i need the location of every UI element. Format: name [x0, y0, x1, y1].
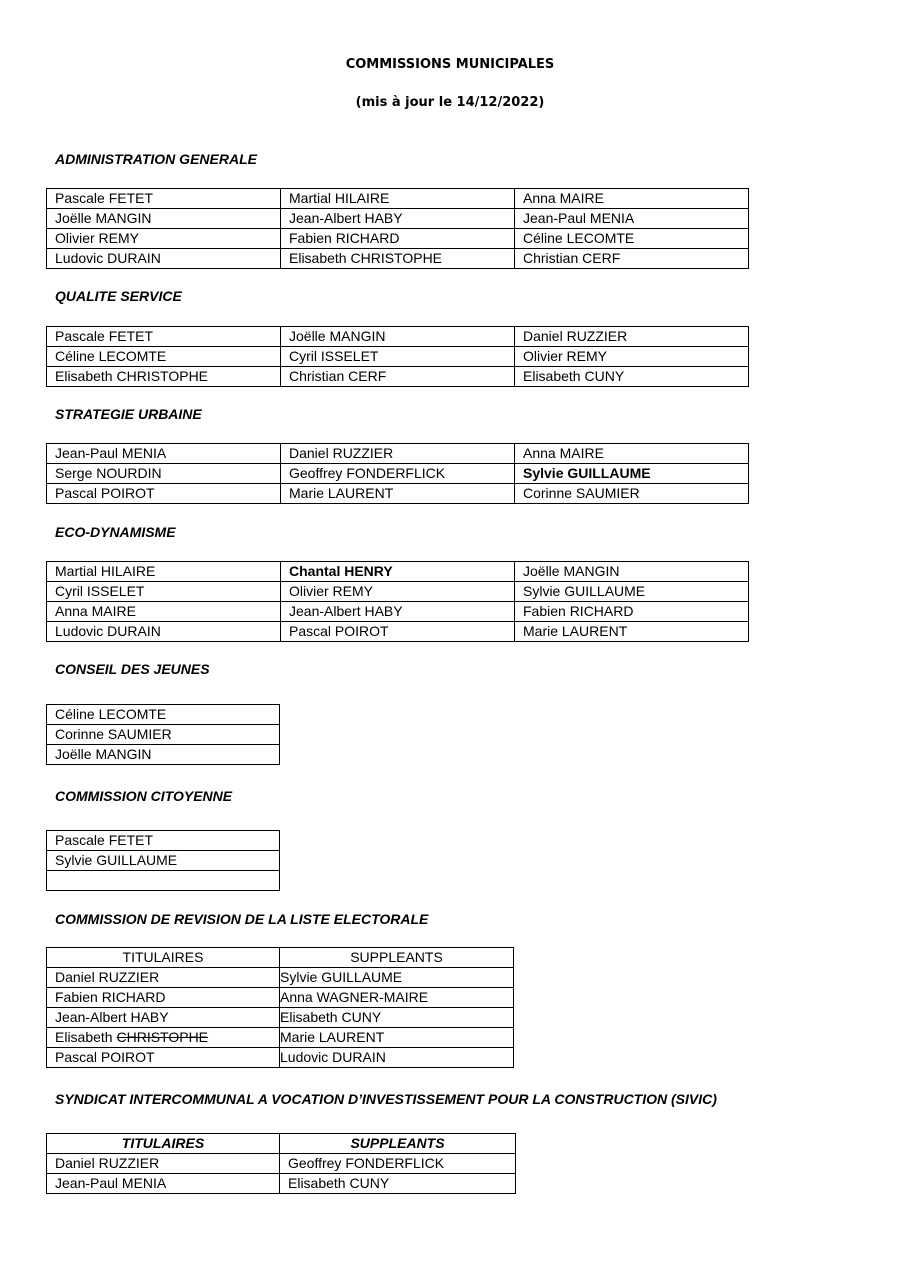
table-row [47, 831, 280, 851]
table-header-row [47, 948, 514, 968]
member-name: Pascale FETET [47, 327, 281, 347]
suppleant-name: Marie LAURENT [280, 1028, 514, 1048]
page-title: COMMISSIONS MUNICIPALES [345, 57, 555, 72]
suppleant-name: Ludovic DURAIN [280, 1048, 514, 1068]
member-name: Sylvie GUILLAUME [47, 851, 280, 871]
member-name: Pascal POIROT [281, 622, 515, 642]
table-row [47, 327, 749, 347]
table-row [47, 871, 280, 891]
member-name: Serge NOURDIN [47, 464, 281, 484]
table-row [47, 189, 749, 209]
table-row [47, 367, 749, 387]
member-name: Jean-Paul MENIA [47, 444, 281, 464]
table-row [47, 249, 749, 269]
member-name: Céline LECOMTE [47, 705, 280, 725]
page-subtitle: (mis à jour le 14/12/2022) [355, 95, 545, 110]
member-name: Fabien RICHARD [281, 229, 515, 249]
member-name: Pascal POIROT [47, 484, 281, 504]
titulaire-name: Fabien RICHARD [47, 988, 280, 1008]
member-name: Ludovic DURAIN [47, 249, 281, 269]
section-title-jeunes: CONSEIL DES JEUNES [55, 661, 210, 677]
member-name: Jean-Albert HABY [281, 602, 515, 622]
member-name: Olivier REMY [281, 582, 515, 602]
section-title-revision: COMMISSION DE REVISION DE LA LISTE ELECTORALE [55, 911, 429, 927]
member-name: Elisabeth CHRISTOPHE [281, 249, 515, 269]
table-row [47, 622, 749, 642]
suppleant-name: Anna WAGNER-MAIRE [280, 988, 514, 1008]
member-name-empty [47, 871, 280, 891]
member-name: Christian CERF [515, 249, 749, 269]
table-row [47, 602, 749, 622]
section-title-strategie: STRATEGIE URBAINE [55, 406, 202, 422]
table-citoyenne [46, 830, 280, 891]
titulaire-name: Daniel RUZZIER [47, 968, 280, 988]
member-name: Geoffrey FONDERFLICK [281, 464, 515, 484]
table-row [47, 582, 749, 602]
member-name: Olivier REMY [515, 347, 749, 367]
column-header-titulaires: TITULAIRES [47, 1134, 280, 1154]
table-eco [46, 561, 749, 642]
titulaire-name: Jean-Paul MENIA [47, 1174, 280, 1194]
member-name: Olivier REMY [47, 229, 281, 249]
member-name: Joëlle MANGIN [47, 209, 281, 229]
table-header-row [47, 1134, 516, 1154]
suppleant-name: Elisabeth CUNY [280, 1174, 516, 1194]
titulaire-name: Pascal POIROT [47, 1048, 280, 1068]
member-name: Jean-Albert HABY [281, 209, 515, 229]
member-name: Jean-Paul MENIA [515, 209, 749, 229]
member-name: Joëlle MANGIN [515, 562, 749, 582]
member-name: Fabien RICHARD [515, 602, 749, 622]
member-name: Céline LECOMTE [47, 347, 281, 367]
member-name: Elisabeth CHRISTOPHE [47, 367, 281, 387]
table-row [47, 725, 280, 745]
table-row [47, 209, 749, 229]
titulaire-name: Jean-Albert HABY [47, 1008, 280, 1028]
table-row [47, 1028, 514, 1048]
member-name: Cyril ISSELET [281, 347, 515, 367]
table-row [47, 1154, 516, 1174]
member-name: Martial HILAIRE [281, 189, 515, 209]
section-title-sivic: SYNDICAT INTERCOMMUNAL A VOCATION D’INVESTISSEMENT POUR LA CONSTRUCTION (SIVIC) [55, 1091, 717, 1107]
member-name: Marie LAURENT [281, 484, 515, 504]
member-name: Joëlle MANGIN [47, 745, 280, 765]
member-name: Pascale FETET [47, 189, 281, 209]
member-name: Sylvie GUILLAUME [515, 582, 749, 602]
member-name: Marie LAURENT [515, 622, 749, 642]
section-title-administration: ADMINISTRATION GENERALE [55, 151, 257, 167]
column-header-suppleants: SUPPLEANTS [280, 948, 514, 968]
titulaire-name-cell [47, 1028, 280, 1048]
table-row [47, 1174, 516, 1194]
titulaire-first-name: Elisabeth [55, 1029, 113, 1045]
table-row [47, 347, 749, 367]
member-name: Corinne SAUMIER [515, 484, 749, 504]
member-name: Anna MAIRE [515, 444, 749, 464]
suppleant-name: Sylvie GUILLAUME [280, 968, 514, 988]
member-name: Céline LECOMTE [515, 229, 749, 249]
table-row [47, 464, 749, 484]
member-name: Pascale FETET [47, 831, 280, 851]
table-strategie [46, 443, 749, 504]
table-row [47, 229, 749, 249]
table-row [47, 968, 514, 988]
member-name: Elisabeth CUNY [515, 367, 749, 387]
struck-surname: CHRISTOPHE [116, 1029, 209, 1045]
member-name: Daniel RUZZIER [281, 444, 515, 464]
table-sivic [46, 1133, 516, 1194]
member-name: Cyril ISSELET [47, 582, 281, 602]
member-name: Anna MAIRE [47, 602, 281, 622]
table-row [47, 562, 749, 582]
table-row [47, 1008, 514, 1028]
member-name: Daniel RUZZIER [515, 327, 749, 347]
column-header-suppleants: SUPPLEANTS [280, 1134, 516, 1154]
column-header-titulaires: TITULAIRES [47, 948, 280, 968]
member-name: Ludovic DURAIN [47, 622, 281, 642]
titulaire-name: Daniel RUZZIER [47, 1154, 280, 1174]
member-name: Martial HILAIRE [47, 562, 281, 582]
table-administration [46, 188, 749, 269]
member-name: Anna MAIRE [515, 189, 749, 209]
table-row [47, 988, 514, 1008]
table-qualite [46, 326, 749, 387]
table-row [47, 484, 749, 504]
table-row [47, 745, 280, 765]
table-row [47, 1048, 514, 1068]
section-title-eco: ECO-DYNAMISME [55, 524, 176, 540]
table-jeunes [46, 704, 280, 765]
table-row [47, 705, 280, 725]
section-title-citoyenne: COMMISSION CITOYENNE [55, 788, 233, 804]
table-revision [46, 947, 514, 1068]
member-name-highlighted: Sylvie GUILLAUME [515, 464, 749, 484]
suppleant-name: Geoffrey FONDERFLICK [280, 1154, 516, 1174]
table-row [47, 444, 749, 464]
member-name: Joëlle MANGIN [281, 327, 515, 347]
member-name: Christian CERF [281, 367, 515, 387]
section-title-qualite: QUALITE SERVICE [55, 288, 182, 304]
table-row [47, 851, 280, 871]
suppleant-name: Elisabeth CUNY [280, 1008, 514, 1028]
member-name-highlighted: Chantal HENRY [281, 562, 515, 582]
member-name: Corinne SAUMIER [47, 725, 280, 745]
